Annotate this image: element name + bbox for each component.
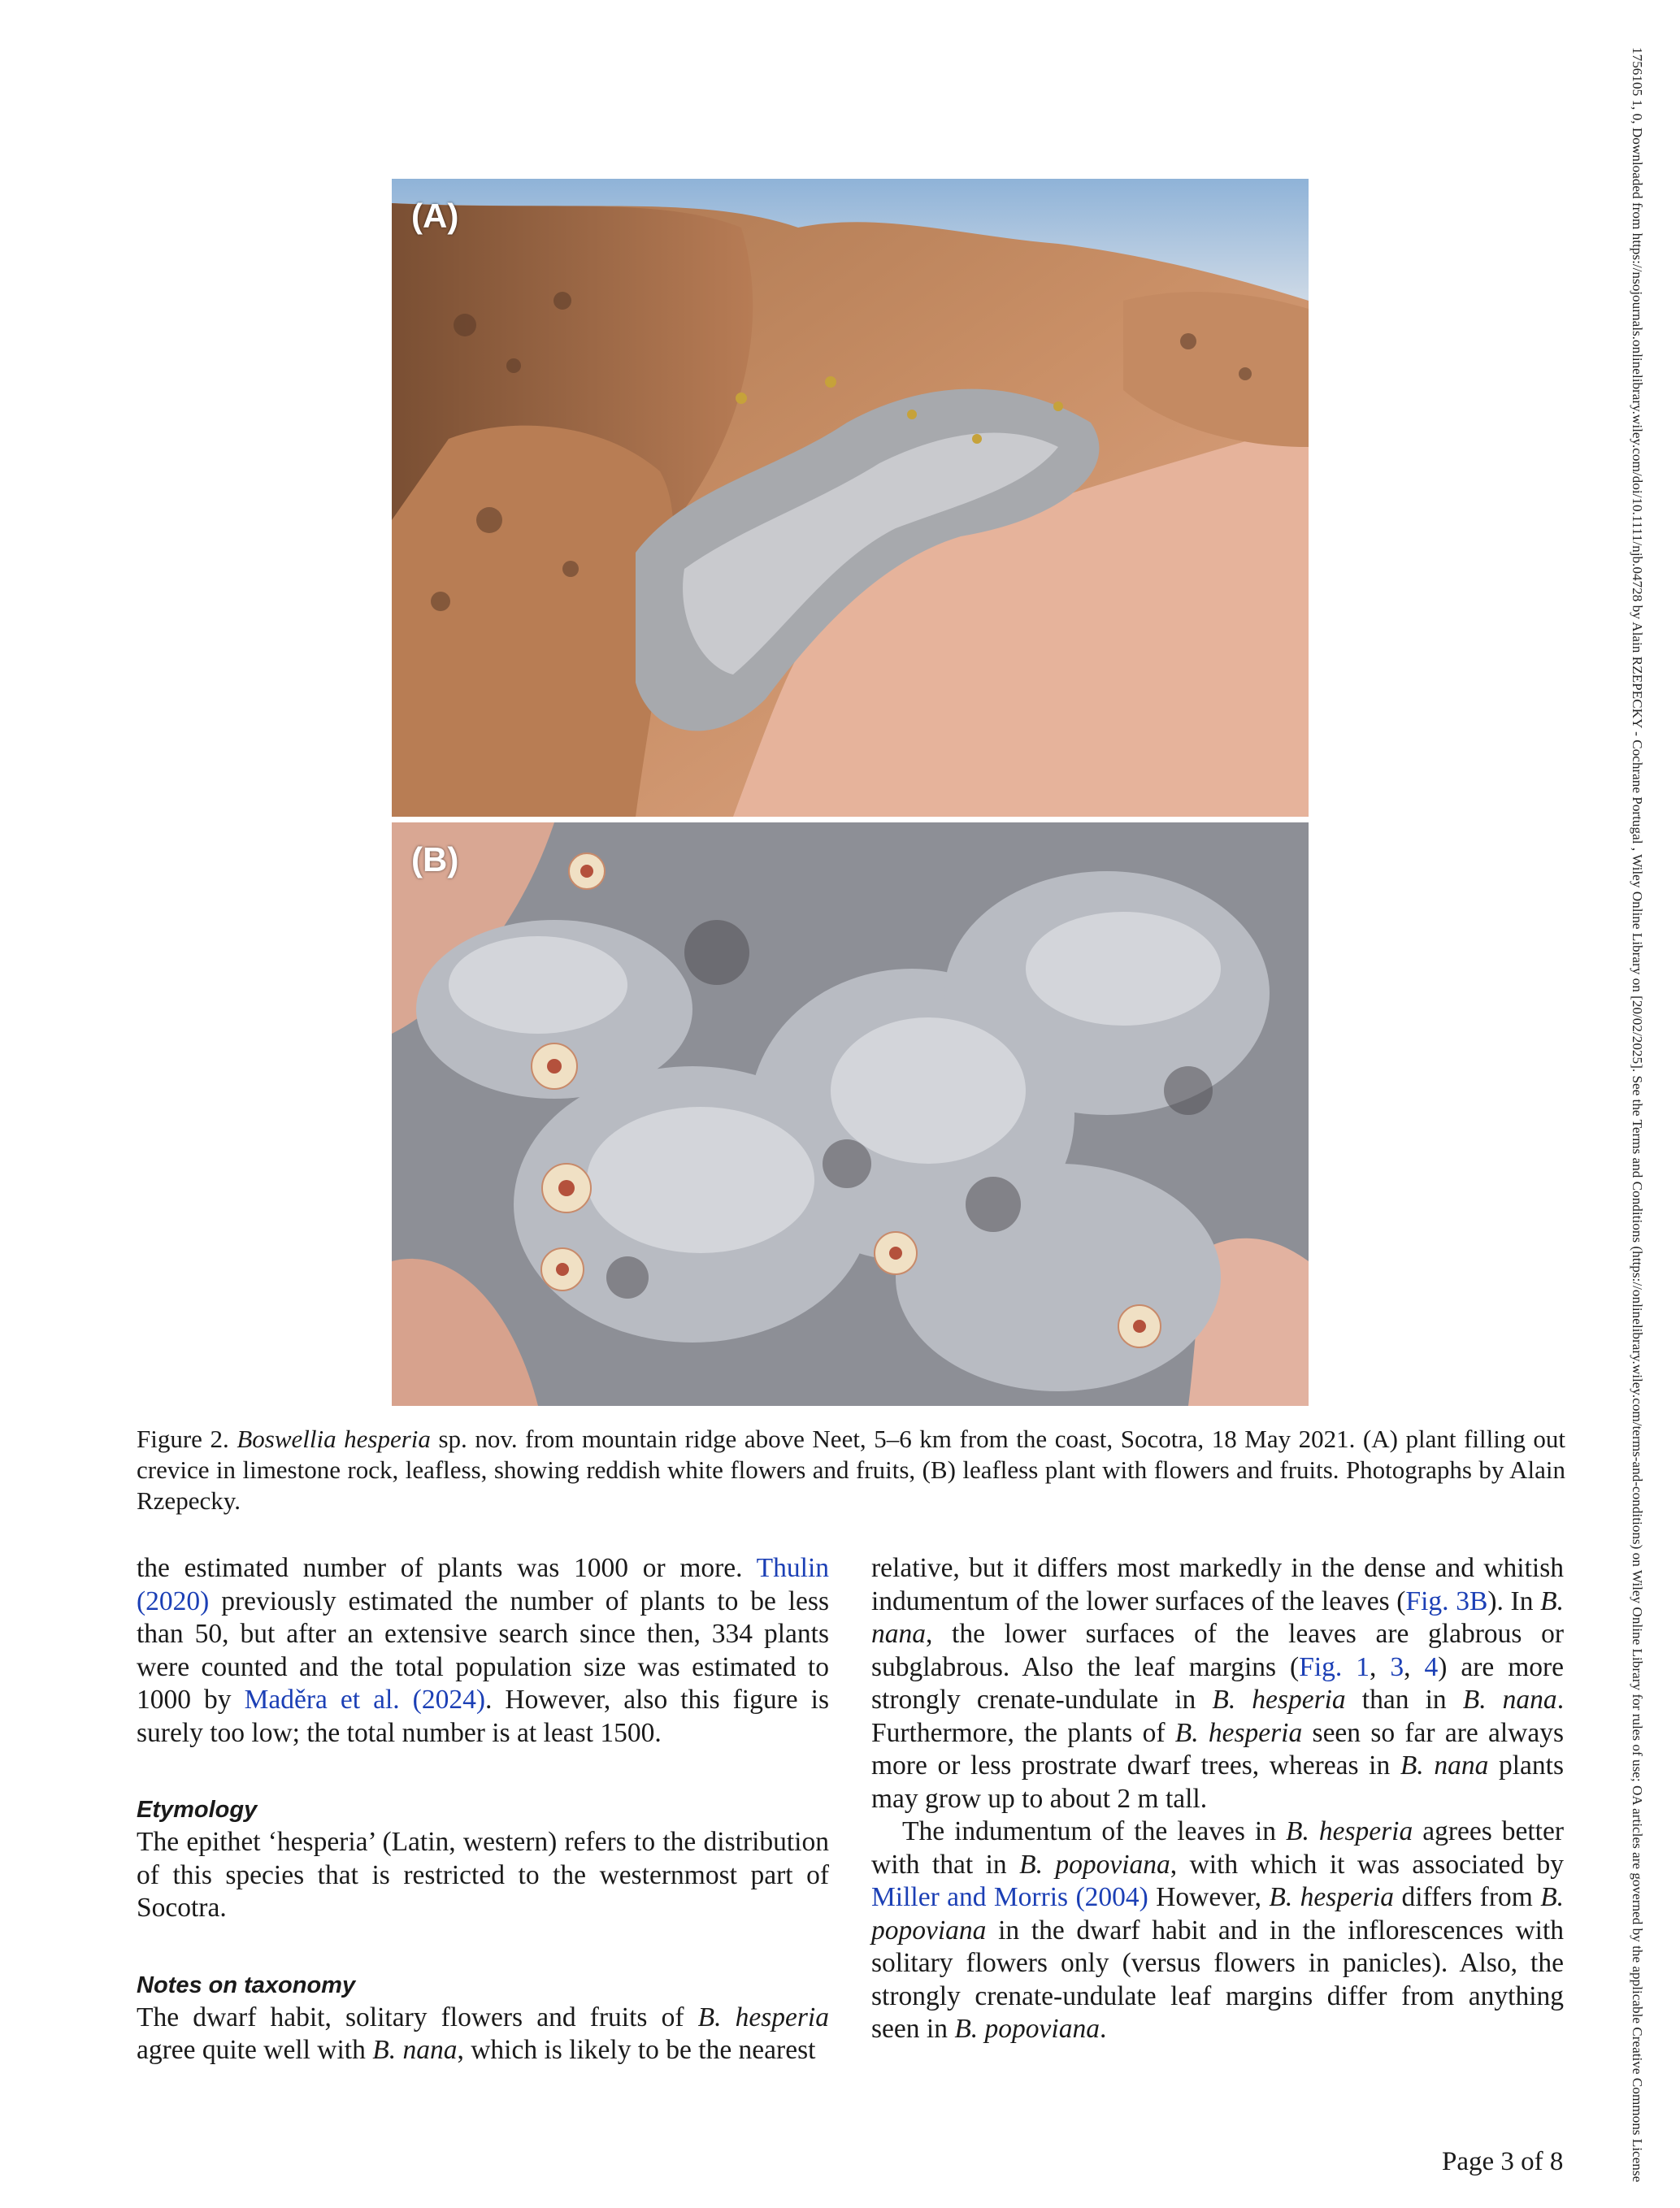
text-run: The indumentum of the leaves in	[902, 1816, 1276, 1846]
species-name: B. hesperia	[697, 2002, 829, 2032]
text-run: than in	[1361, 1685, 1447, 1715]
figure-caption	[137, 1424, 1565, 1516]
comparison-paragraph	[871, 1552, 1564, 1815]
species-name: B. nana	[871, 1586, 1565, 1649]
text-run: ) are more strongly crenate-undulate in	[871, 1651, 1565, 1715]
text-run: differs from	[1401, 1882, 1533, 1912]
caption-prefix: Figure 2.	[137, 1425, 229, 1453]
figure-link-3b[interactable]: Fig. 3B	[1405, 1586, 1488, 1616]
text-run: ). In	[1487, 1586, 1534, 1616]
caption-species: Boswellia hesperia	[237, 1425, 431, 1453]
text-run: , with which it was associated by	[1170, 1849, 1564, 1880]
citation-link-miller-morris[interactable]: Miller and Morris (2004)	[871, 1882, 1148, 1912]
etymology-paragraph: The epithet ‘hesperia’ (Latin, western) refers to the distribution of this species that is restricted to the westernmost part of Socotra.	[137, 1827, 829, 1923]
right-column	[871, 1552, 1564, 2046]
text-run: relative, but it differs most markedly in the dense and whitish indumentum of the lower surfaces of the leaves (	[871, 1553, 1564, 1616]
caption-text: sp. nov. from mountain ridge above Neet, 5–6 km from the coast, Socotra, 18 May 2021. (A) plant filling out crevice in limestone rock, leafless, showing reddish white flowers and fruits, (B) leafless plant with flowers and fruits. Photographs by Alain Rzepecky.	[137, 1425, 1566, 1515]
population-paragraph	[137, 1552, 829, 1750]
citation-link-madera[interactable]: Maděra et al. (2024)	[244, 1685, 485, 1715]
text-run: the estimated number of plants was 1000 or more.	[137, 1553, 743, 1583]
text-run: . However, also this figure is surely too low; the total number is at least 1500.	[137, 1685, 830, 1748]
figure-photo-b	[392, 822, 1309, 1406]
species-name: B. popoviana	[1019, 1849, 1170, 1880]
text-run: ,	[1404, 1651, 1425, 1682]
text-run: agrees better with that in	[871, 1816, 1565, 1880]
species-name: B. nana	[1400, 1750, 1489, 1781]
figure-link-4[interactable]: 4	[1424, 1651, 1439, 1682]
citation-link-thulin[interactable]: Thulin (2020)	[137, 1553, 829, 1616]
text-run: .	[1099, 2014, 1107, 2044]
left-column	[137, 1552, 829, 2067]
text-run: in the dwarf habit and in the inflorescences with solitary flowers only (versus flowers in panicles). Also, the strongly crenate-undulate leaf margins differ from anything seen in	[871, 1915, 1564, 2044]
text-run: seen so far are always more or less prostrate dwarf trees, whereas in	[871, 1717, 1565, 1781]
panel-a-label: (A)	[411, 197, 459, 235]
notes-heading: Notes on taxonomy	[137, 1972, 356, 1998]
species-name: B. popoviana	[871, 1882, 1565, 1946]
download-notice: 1756105 1, 0, Downloaded from https://nsojournals.onlinelibrary.wiley.com/doi/10.1111/njb.04728 by Alain RZEPECKY - Cochrane Portugal , Wiley Online Library on [20/02/2025]. See the Terms and Conditions (https://onlinelibrary.wiley.com/terms-and-conditions) on Wiley Online Library for rules of use; OA articles are governed by the applicable Creative Commons License	[1630, 47, 1645, 2183]
species-name: B. nana	[1462, 1685, 1557, 1715]
text-run: , which is likely to be the nearest	[457, 2035, 816, 2065]
photo-a-illustration	[392, 179, 1309, 817]
species-name: B. popoviana	[954, 2014, 1100, 2044]
figure-link-3[interactable]: 3	[1390, 1651, 1404, 1682]
panel-b-label: (B)	[411, 840, 459, 878]
species-name: B. hesperia	[1174, 1717, 1303, 1748]
text-run: agree quite well with	[137, 2035, 366, 2065]
species-name: B. hesperia	[1212, 1685, 1346, 1715]
figure-link-1[interactable]: Fig. 1	[1299, 1651, 1370, 1682]
text-run: previously estimated the number of plants to be less than 50, but after an extensive search since then, 334 plants were counted and the total population size was estimated to 1000 by	[137, 1586, 830, 1715]
page-number: Page 3 of 8	[1442, 2147, 1564, 2176]
species-name: B. nana	[372, 2035, 458, 2065]
text-run: ,	[1369, 1651, 1391, 1682]
species-name: B. hesperia	[1269, 1882, 1395, 1912]
species-name: B. hesperia	[1286, 1816, 1413, 1846]
notes-paragraph	[137, 2002, 829, 2067]
text-run: , the lower surfaces of the leaves are glabrous or subglabrous. Also the leaf margins (	[871, 1619, 1564, 1682]
text-run: plants may grow up to about 2 m tall.	[871, 1750, 1564, 1814]
text-run: However,	[1156, 1882, 1262, 1912]
etymology-heading: Etymology	[137, 1797, 258, 1823]
text-run: The dwarf habit, solitary flowers and fruits of	[137, 2002, 684, 2032]
download-sidebar	[1628, 47, 1649, 2183]
indumentum-paragraph	[871, 1815, 1564, 2046]
text-run: . Furthermore, the plants of	[871, 1685, 1565, 1748]
photo-b-illustration	[392, 822, 1309, 1406]
figure-photo-a	[392, 179, 1309, 817]
